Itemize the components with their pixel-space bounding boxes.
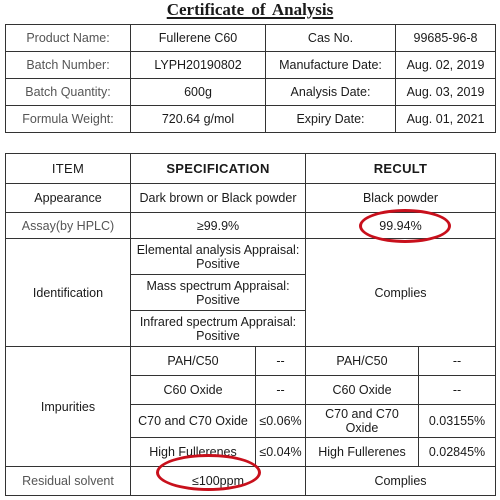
assay-row <box>6 213 496 239</box>
identification-item: Identification <box>6 239 131 347</box>
impurity-spec-name: C70 and C70 Oxide <box>131 405 256 438</box>
residual-solvent-item: Residual solvent <box>6 467 131 496</box>
item-header: ITEM <box>6 154 131 184</box>
product-info-table <box>5 24 496 133</box>
manufacture-date-label: Manufacture Date: <box>266 52 396 79</box>
impurity-row <box>6 347 496 376</box>
impurities-item: Impurities <box>6 347 131 467</box>
impurity-result-name: High Fullerenes <box>306 438 419 467</box>
result-name-line: Oxide <box>345 421 379 435</box>
assay-result: 99.94% <box>306 213 496 239</box>
impurity-result-name: C60 Oxide <box>306 376 419 405</box>
assay-item: Assay(by HPLC) <box>6 213 131 239</box>
expiry-date-label: Expiry Date: <box>266 106 396 133</box>
identification-spec-mass <box>131 275 306 311</box>
info-row <box>6 52 496 79</box>
impurity-spec-value: -- <box>256 347 306 376</box>
appearance-spec: Dark brown or Black powder <box>131 184 306 213</box>
residual-solvent-result: Complies <box>306 467 496 496</box>
product-name-label: Product Name: <box>6 25 131 52</box>
cas-label: Cas No. <box>266 25 396 52</box>
impurity-spec-value: -- <box>256 376 306 405</box>
impurity-spec-name: C60 Oxide <box>131 376 256 405</box>
residual-solvent-spec: ≤100ppm <box>131 467 306 496</box>
impurity-result-value: 0.03155% <box>419 405 496 438</box>
info-row <box>6 106 496 133</box>
analysis-date-label: Analysis Date: <box>266 79 396 106</box>
cas-value: 99685-96-8 <box>396 25 496 52</box>
impurity-spec-name: PAH/C50 <box>131 347 256 376</box>
formula-weight-label: Formula Weight: <box>6 106 131 133</box>
impurity-result-value: -- <box>419 376 496 405</box>
identification-result: Complies <box>306 239 496 347</box>
impurity-spec-value: ≤0.06% <box>256 405 306 438</box>
batch-quantity-value: 600g <box>131 79 266 106</box>
impurity-spec-name: High Fullerenes <box>131 438 256 467</box>
identification-spec-elemental <box>131 239 306 275</box>
impurity-result-name <box>306 405 419 438</box>
spec-line: Elemental analysis Appraisal: <box>136 242 300 257</box>
analysis-date-value: Aug. 03, 2019 <box>396 79 496 106</box>
product-name-value: Fullerene C60 <box>131 25 266 52</box>
batch-number-value: LYPH20190802 <box>131 52 266 79</box>
expiry-date-value: Aug. 01, 2021 <box>396 106 496 133</box>
info-row <box>6 25 496 52</box>
document-title: Certificate of Analysis <box>166 0 334 19</box>
identification-spec-infrared <box>131 311 306 347</box>
identification-row <box>6 239 496 275</box>
appearance-item: Appearance <box>6 184 131 213</box>
spec-line: Positive <box>196 256 240 271</box>
manufacture-date-value: Aug. 02, 2019 <box>396 52 496 79</box>
batch-number-label: Batch Number: <box>6 52 131 79</box>
formula-weight-value: 720.64 g/mol <box>131 106 266 133</box>
impurity-result-name: PAH/C50 <box>306 347 419 376</box>
spec-line: Positive <box>196 328 240 343</box>
result-header: RECULT <box>306 154 496 184</box>
appearance-row <box>6 184 496 213</box>
specification-header: SPECIFICATION <box>131 154 306 184</box>
residual-solvent-row <box>6 467 496 496</box>
spec-line: Infrared spectrum Appraisal: <box>139 314 297 329</box>
appearance-result: Black powder <box>306 184 496 213</box>
impurity-result-value: 0.02845% <box>419 438 496 467</box>
spec-line: Mass spectrum Appraisal: <box>146 278 290 293</box>
impurity-result-value: -- <box>419 347 496 376</box>
result-name-line: C70 and C70 <box>325 407 399 421</box>
assay-spec: ≥99.9% <box>131 213 306 239</box>
impurity-spec-value: ≤0.04% <box>256 438 306 467</box>
spec-line: Positive <box>196 292 240 307</box>
batch-quantity-label: Batch Quantity: <box>6 79 131 106</box>
analysis-table <box>5 153 496 496</box>
info-row <box>6 79 496 106</box>
header-row <box>6 154 496 184</box>
